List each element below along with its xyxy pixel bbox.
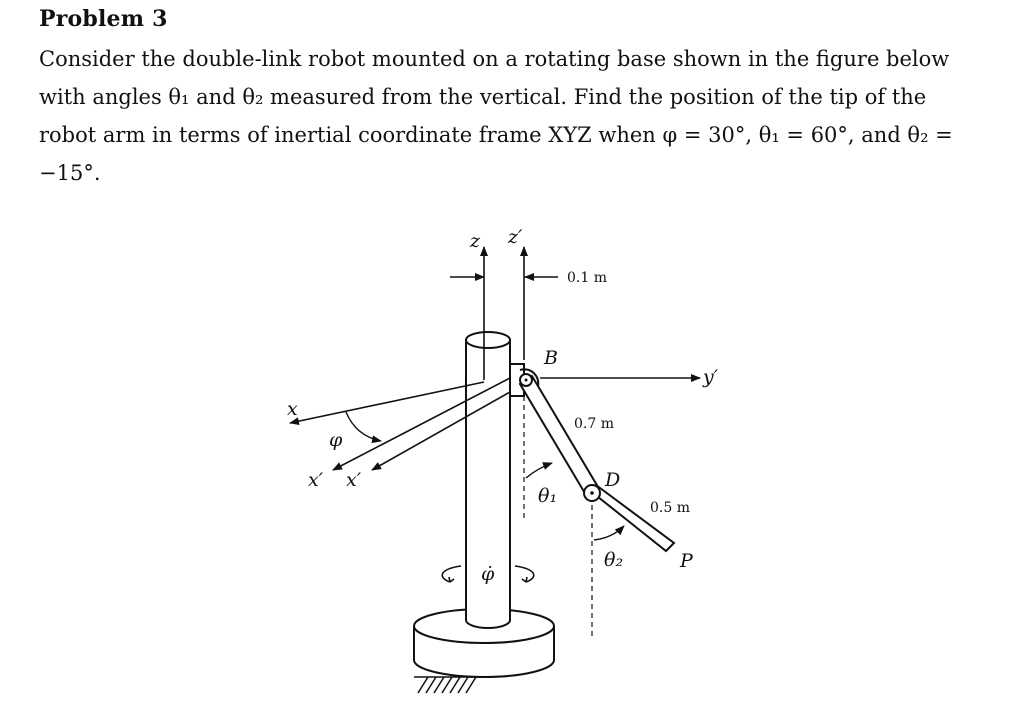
x-prime-label-2: x′ [346, 469, 362, 491]
theta2-angle-arc [594, 526, 624, 540]
x-label: x [287, 398, 298, 420]
P-label: P [680, 550, 693, 572]
rotation-arrow-left [442, 566, 461, 582]
phi-angle-arc [346, 412, 381, 441]
theta1-angle-arc [526, 463, 552, 478]
link-DP [588, 485, 674, 551]
D-label: D [605, 469, 621, 491]
y-prime-label: y′ [703, 366, 719, 388]
link-BD [520, 376, 598, 495]
z-label: z [470, 230, 481, 252]
joint-D [584, 485, 600, 501]
B-label: B [544, 347, 558, 369]
link1-length-label: 0.7 m [574, 416, 614, 432]
z-prime-label: z′ [508, 226, 523, 248]
theta2-label: θ₂ [604, 549, 624, 571]
ground-hatch [414, 677, 480, 693]
x-axis [290, 382, 484, 423]
link2-length-label: 0.5 m [650, 500, 690, 516]
x-prime-label-1: x′ [308, 469, 324, 491]
problem-title: Problem 3 [39, 6, 168, 32]
phi-dot-label: φ̇ [481, 563, 495, 585]
offset-label: 0.1 m [567, 270, 607, 286]
theta1-label: θ₁ [538, 485, 558, 507]
rotation-arrow-right [515, 566, 534, 582]
phi-label: φ [329, 429, 343, 451]
problem-statement: Consider the double-link robot mounted on a rotating base shown in the figure below with angles θ₁ and θ₂ measured from the vertical. Find the position of the tip of the robot arm in terms of inertial coordinate frame XYZ when φ = 30°, θ₁ = 60°, and θ₂ = −15°. [39, 47, 953, 185]
